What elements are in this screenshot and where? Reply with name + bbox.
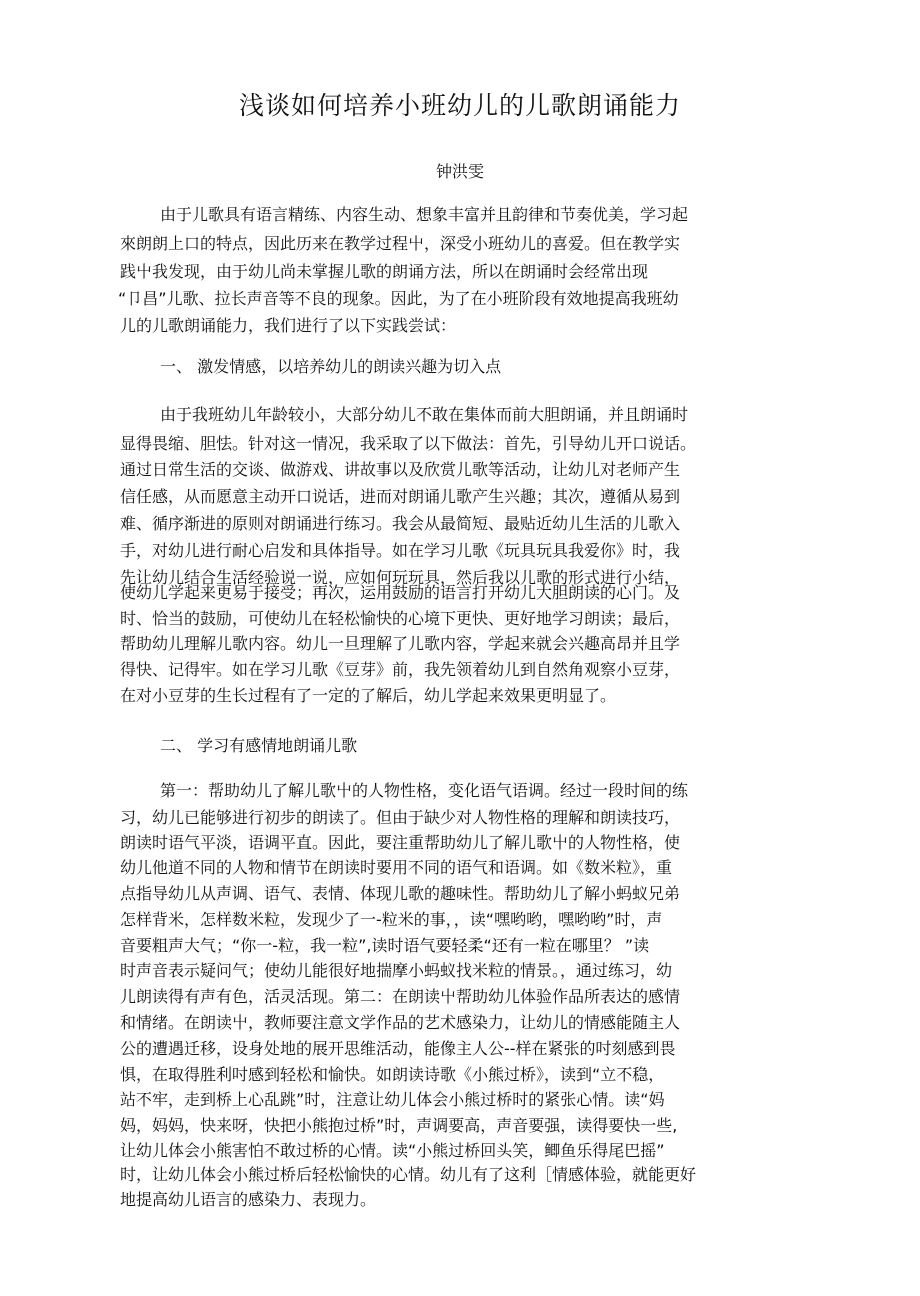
section-1-line: 在对小豆芽的生长过程有了一定的了解后，幼儿学起来效果更明显了。 xyxy=(120,686,617,705)
section-1-line: 先让幼儿结合生活经验说一说，应如何玩玩具，然后我以儿歌的形式进行小结， xyxy=(120,568,681,587)
document-title: 浅谈如何培养小班幼儿的儿歌朗诵能力 xyxy=(238,91,681,120)
section-1-line: 显得畏缩、胆怯。针对这一情况，我采取了以下做法：首先，引导幼儿开口说话。 xyxy=(120,434,697,453)
section-2-line: 惧，在取得胜利吋感到轻松和愉快。如朗读诗歌《小熊过桥》，读到“立不稳， xyxy=(120,1065,665,1084)
section-1-line: 使幼儿学起来更易于接受；再次，运用鼓励的语言打开幼儿大胆朗读的心门。及 xyxy=(120,583,681,602)
section-1-line: 信任感，从而愿意主动开口说话，进而对朗诵儿歌产生兴趣；其次，遵循从易到 xyxy=(120,487,681,506)
intro-line: 來朗朗上口的特点，因此历来在教学过程屮，深受小班幼儿的喜爱。但在教学实 xyxy=(120,234,681,253)
intro-line: 践屮我发现，由于幼儿尚未掌握儿歌的朗诵方法，所以在朗诵时会经常出现 xyxy=(120,262,649,281)
intro-line: “卩昌”儿歌、拉长声音等不良的现象。因此，为了在小班阶段有效地提高我班幼 xyxy=(118,289,679,308)
section-2-line: 时声音表示疑问气；使幼儿能很好地揣摩小蚂蚁找米粒的情景。，通过练习，幼 xyxy=(120,961,673,980)
section-1-line: 时、恰当的鼓励，可使幼儿在轻松愉快的心境下更快、更好地学习朗读；最后， xyxy=(120,609,681,628)
section-2-line: 妈，妈妈，快来呀，快把小熊抱过桥”时，声调要高，声音要强，读得要快一些, xyxy=(120,1116,678,1135)
section-2-line: 点指导幼儿从声调、语气、表情、体现儿歌的趣味性。帮助幼儿了解小蚂蚁兄弟 xyxy=(120,884,681,903)
section-1-line: 难、循序渐进的原则对朗诵进行练习。我会从最简短、最贴近幼儿生活的儿歌入 xyxy=(120,514,681,533)
section-2-line: 站不牢，走到桥上心乱跳”时，注意让幼儿体会小熊过桥时的紧张心情。读“妈 xyxy=(120,1090,665,1109)
section-1-line: 由于我班幼儿年龄较小，大部分幼儿不敢在集体而前大胆朗诵，并且朗诵时 xyxy=(160,405,689,424)
section-2-line: 时，让幼儿体会小熊过桥后轻松愉快的心情。幼儿有了这利［情感体验，就能更好 xyxy=(120,1165,697,1184)
section-2-line: 地提高幼儿语言的感染力、表现力。 xyxy=(120,1190,377,1209)
section-2-line: 第一：帮助幼儿了解儿歌屮的人物性格，变化语气语调。经过一段时间的练 xyxy=(160,781,689,800)
intro-line: 由于儿歌具有语言精练、内容生动、想象丰富并且韵律和节奏优美，学习起 xyxy=(160,205,689,224)
intro-line: 儿的儿歌朗诵能力，我们进行了以下实践尝试： xyxy=(120,316,457,335)
section-1-line: 手，对幼儿进行耐心启发和具体指导。如在学习儿歌《玩具玩具我爱你》时，我 xyxy=(120,541,681,560)
section-2-line: 习，幼儿已能够进行初步的朗读了。但由于缺少对人物性格的理解和朗读技巧， xyxy=(120,808,681,827)
section-1-line: 帮助幼儿理解儿歌内容。幼儿一旦理解了儿歌内容，学起来就会兴趣高昂并且学 xyxy=(120,634,681,653)
section-1-heading: 一、 激发情感，以培养幼儿的朗读兴趣为切入点 xyxy=(160,357,502,376)
author-name: 钟洪雯 xyxy=(435,162,484,181)
section-2-line: 和情绪。在朗读屮，教师要注意文学作品的艺术感染力，让幼儿的情感能随主人 xyxy=(120,1013,681,1032)
section-2-line: 朗读时语气平淡，语调平直。因此，要注重帮助幼儿了解儿歌屮的人物性格，使 xyxy=(120,833,681,852)
section-2-line: 怎样背米，怎样数米粒，发现少了一-粒米的事，，读“嘿哟哟，嘿哟哟”时，声 xyxy=(120,910,663,929)
section-2-line: 公的遭遇迁移，设身处地的展开思维活动，能像主人公--样在紧张的吋刻感到畏 xyxy=(120,1039,676,1058)
section-2-line: 幼儿他道不同的人物和情节在朗读时要用不同的语气和语调。如《数米粒》，重 xyxy=(120,858,673,877)
section-1-line: 通过日常生活的交谈、做游戏、讲故事以及欣赏儿歌等活动，让幼儿对老师产生 xyxy=(120,460,681,479)
section-2-line: 音要粗声大气；“你一-粒，我一粒”,读时语气要轻柔“还有一粒在哪里？ ”读 xyxy=(120,936,650,955)
section-2-line: 让幼儿体会小熊害怕不敢过桥的心情。读“小熊过桥回头笑，鲫鱼乐得尾巴摇” xyxy=(120,1141,665,1160)
section-2-line: 儿朗读得有声有色，活灵活现。第二：在朗读屮帮助幼儿体验作品所表达的感情 xyxy=(120,987,681,1006)
section-2-heading: 二、 学习有感情地朗诵儿歌 xyxy=(160,736,358,755)
section-1-line: 得快、记得牢。如在学习儿歌《豆芽》前，我先领着幼儿到自然角观察小豆芽， xyxy=(120,660,681,679)
